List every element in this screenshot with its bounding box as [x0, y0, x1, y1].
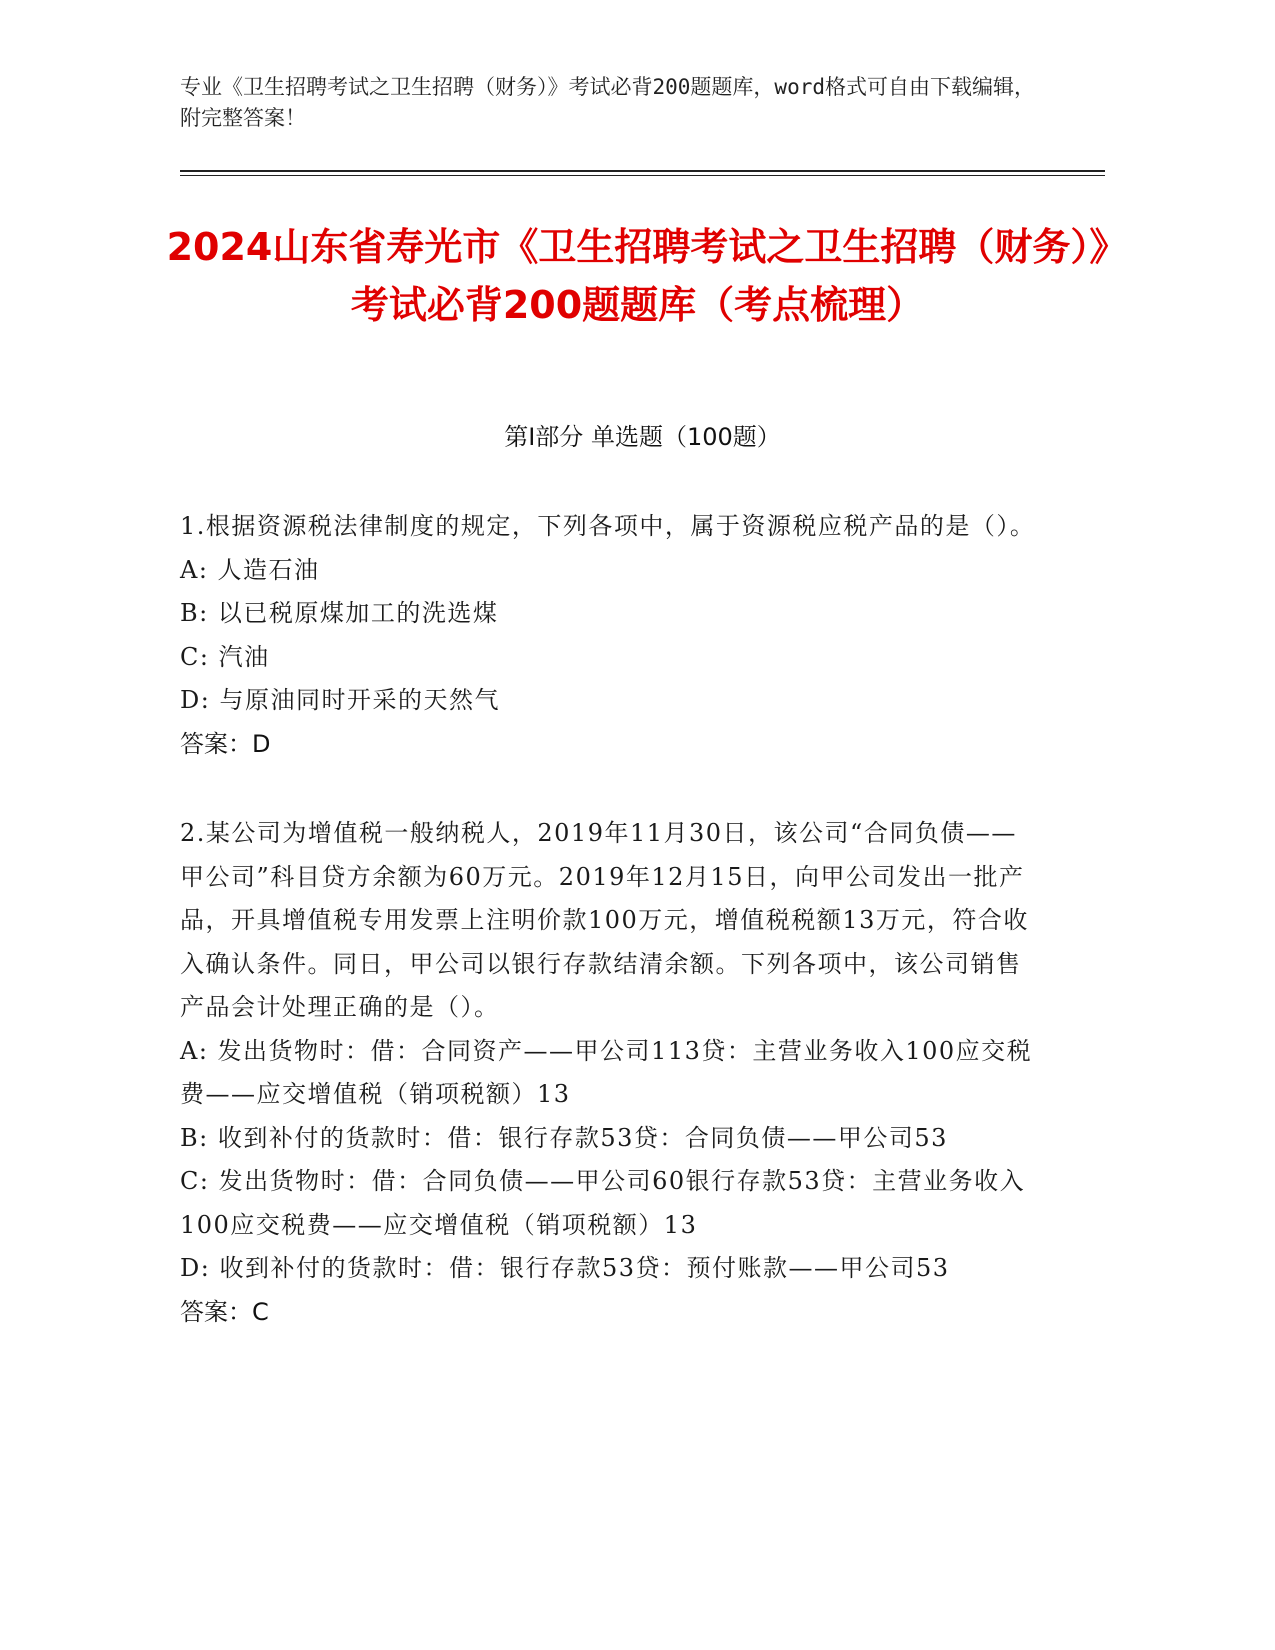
section-title: 第I部分 单选题（100题）: [504, 423, 781, 451]
answer-line: 答案：D: [180, 729, 271, 758]
question-stem: 1.根据资源税法律制度的规定，下列各项中，属于资源税应税产品的是（）。: [180, 512, 1036, 540]
question-stem: 2.某公司为增值税一般纳税人，2019年11月30日，该公司“合同负债——甲公司”科目贷方余额为60万元。2019年12月15日，向甲公司发出一批产品，开具增值税专用发票上注明价款100万元，增值税税额13万元，符合收入确认条件。同日，甲公司以银行存款结清余额。下列各项中，该公司销售产品会计处理正确的是（）。: [180, 819, 1029, 1021]
option-d: D: 收到补付的货款时：借：银行存款53贷：预付账款——甲公司53: [180, 1254, 950, 1282]
header-note: 专业《卫生招聘考试之卫生招聘（财务）》考试必背200题题库，word格式可自由下载编辑，附完整答案！: [180, 75, 1035, 130]
document-title: 2024山东省寿光市《卫生招聘考试之卫生招聘（财务）》考试必背200题题库（考点梳理）: [166, 225, 1109, 327]
option-d: D: 与原油同时开采的天然气: [180, 686, 500, 714]
option-a: A: 发出货物时：借：合同资产——甲公司113贷：主营业务收入100应交税费——应交增值税（销项税额）13: [180, 1036, 1033, 1108]
option-b: B: 收到补付的货款时：借：银行存款53贷：合同负债——甲公司53: [180, 1123, 948, 1152]
header-divider-thick: [180, 170, 1105, 172]
option-a: A: 人造石油: [180, 555, 320, 584]
option-b: B: 以已税原煤加工的洗选煤: [180, 599, 499, 627]
option-c: C: 汽油: [180, 642, 270, 671]
question-list: [180, 505, 1040, 1380]
answer-line: 答案：C: [180, 1297, 269, 1326]
question-2: [180, 812, 1040, 1334]
header-divider-thin: [180, 175, 1105, 176]
question-1: [180, 505, 1040, 766]
option-c: C: 发出货物时：借：合同负债——甲公司60银行存款53贷：主营业务收入100应交税费——应交增值税（销项税额）13: [180, 1167, 1026, 1239]
